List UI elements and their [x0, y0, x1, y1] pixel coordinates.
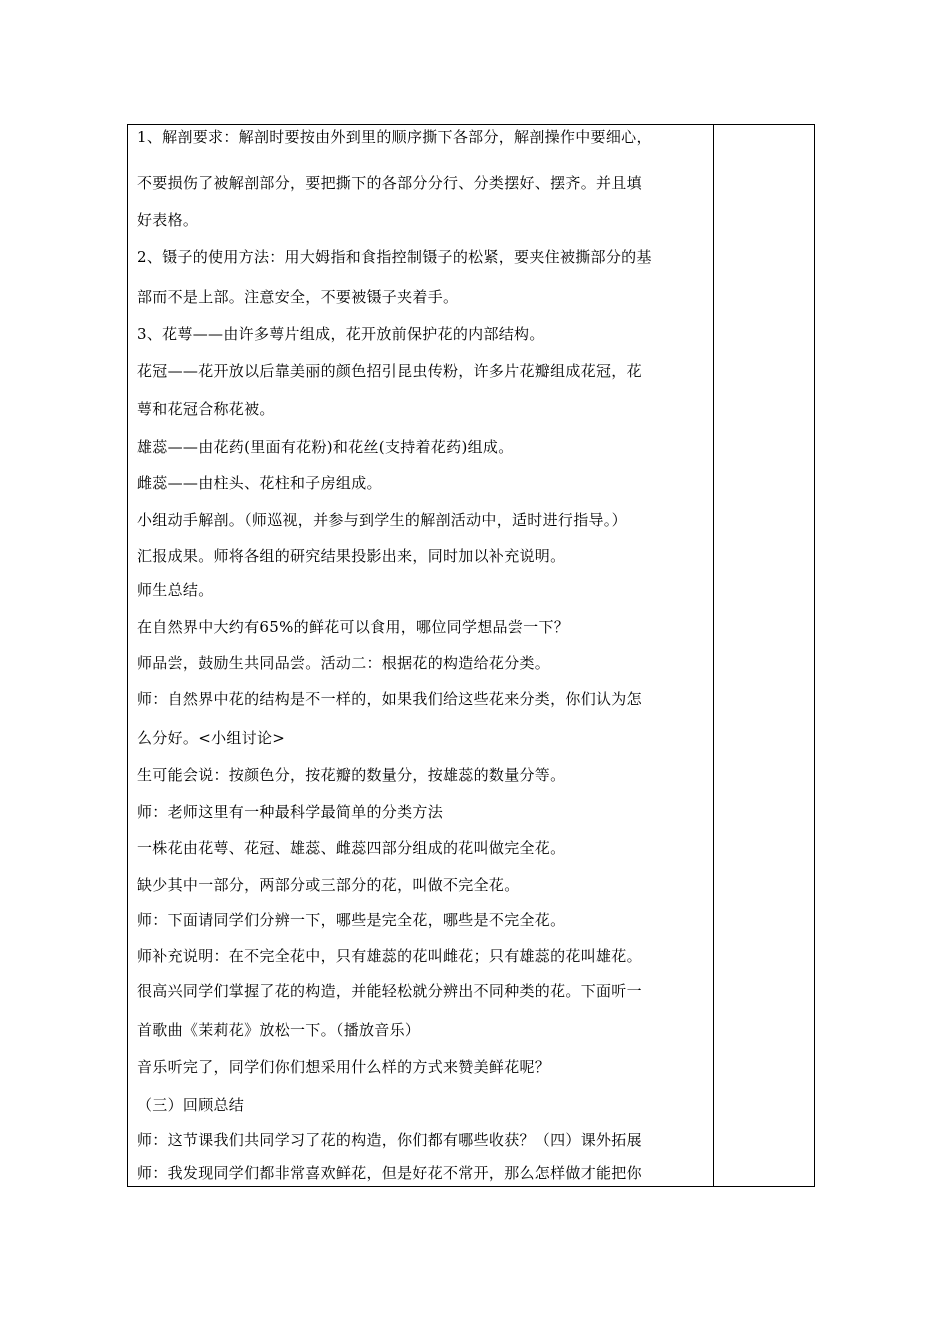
text-line: 在自然界中大约有65%的鲜花可以食用，哪位同学想品尝一下？: [137, 618, 570, 636]
text-line: 雄蕊——由花药(里面有花粉)和花丝(支持着花药)组成。: [137, 438, 514, 456]
text-line: 不要损伤了被解剖部分，要把撕下的各部分分行、分类摆好、摆齐。并且填: [137, 174, 642, 192]
text-line: （三）回顾总结: [137, 1096, 245, 1114]
remarks-cell: [714, 125, 814, 1186]
text-line: 部而不是上部。注意安全，不要被镊子夹着手。: [137, 288, 459, 306]
text-line: 师：我发现同学们都非常喜欢鲜花，但是好花不常开，那么怎样做才能把你: [137, 1164, 642, 1182]
text-line: 么分好。<小组讨论>: [137, 729, 286, 747]
text-line: 2、镊子的使用方法：用大姆指和食指控制镊子的松紧，要夹住被撕部分的基: [137, 248, 652, 266]
text-line: 雌蕊——由柱头、花柱和子房组成。: [137, 474, 382, 492]
text-line: 师补充说明：在不完全花中，只有雄蕊的花叫雌花；只有雄蕊的花叫雄花。: [137, 947, 642, 965]
text-line: 小组动手解剖。（师巡视，并参与到学生的解剖活动中，适时进行指导。）: [137, 511, 627, 529]
text-line: 缺少其中一部分，两部分或三部分的花，叫做不完全花。: [137, 876, 520, 894]
text-line: 师品尝，鼓励生共同品尝。活动二：根据花的构造给花分类。: [137, 654, 551, 672]
text-line: 一株花由花萼、花冠、雄蕊、雌蕊四部分组成的花叫做完全花。: [137, 839, 566, 857]
text-line: 师：这节课我们共同学习了花的构造，你们都有哪些收获？（四）课外拓展: [137, 1131, 642, 1149]
text-line: 师生总结。: [137, 581, 214, 599]
text-line: 花冠——花开放以后靠美丽的颜色招引昆虫传粉，许多片花瓣组成花冠，花: [137, 362, 642, 380]
text-line: 好表格。: [137, 211, 199, 229]
text-line: 首歌曲《茉莉花》放松一下。（播放音乐）: [137, 1021, 421, 1039]
text-line: 生可能会说：按颜色分，按花瓣的数量分，按雄蕊的数量分等。: [137, 766, 566, 784]
text-line: 萼和花冠合称花被。: [137, 400, 275, 418]
text-line: 1、解剖要求：解剖时要按由外到里的顺序撕下各部分，解剖操作中要细心，: [137, 128, 652, 146]
text-line: 师：下面请同学们分辨一下，哪些是完全花，哪些是不完全花。: [137, 911, 566, 929]
text-line: 很高兴同学们掌握了花的构造，并能轻松就分辨出不同种类的花。下面听一: [137, 982, 642, 1000]
text-line: 师：老师这里有一种最科学最简单的分类方法: [137, 803, 444, 821]
text-line: 3、花萼——由许多萼片组成，花开放前保护花的内部结构。: [137, 325, 545, 343]
text-line: 师：自然界中花的结构是不一样的，如果我们给这些花来分类，你们认为怎: [137, 690, 642, 708]
text-line: 音乐听完了，同学们你们想采用什么样的方式来赞美鲜花呢？: [137, 1058, 551, 1076]
lesson-table: [127, 124, 815, 1187]
text-line: 汇报成果。师将各组的研究结果投影出来，同时加以补充说明。: [137, 547, 566, 565]
